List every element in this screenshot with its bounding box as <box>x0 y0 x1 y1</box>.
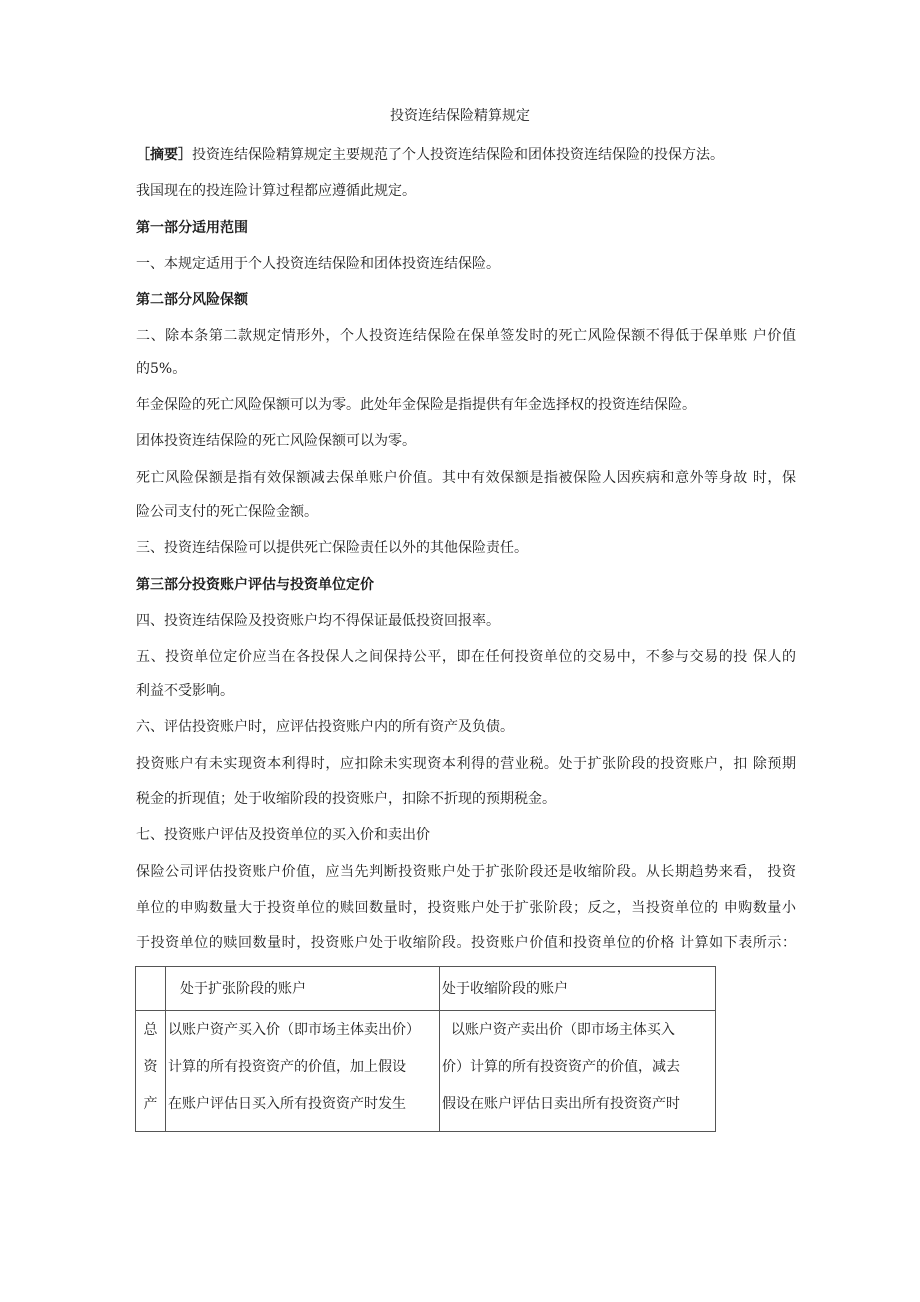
expanding-cell <box>166 1011 440 1132</box>
row-label-char: 总 <box>143 1022 158 1038</box>
group-paragraph: 团体投资连结保险的死亡风险保额可以为零。 <box>136 433 416 449</box>
evaluation-line-3: 于投资单位的赎回数量时，投资账户处于收缩阶段。投资账户价值和投资单位的价格 计算如下表所示： <box>136 935 796 951</box>
valuation-table <box>135 966 716 1132</box>
part1-heading: 第一部分适用范围 <box>136 220 248 236</box>
contracting-cell <box>440 1011 716 1132</box>
row-label-char: 产 <box>143 1096 158 1112</box>
definition-line-1: 死亡风险保额是指有效保额减去保单账户价值。其中有效保额是指被保险人因疾病和意外等身故 时，保 <box>136 470 796 486</box>
definition-line-2: 险公司支付的死亡保险金额。 <box>136 504 318 520</box>
table-row <box>136 1011 716 1132</box>
abstract-line-2: 我国现在的投连险计算过程都应遵循此规定。 <box>136 183 416 199</box>
abstract-paragraph <box>136 145 796 165</box>
row-label-char: 资 <box>143 1059 158 1075</box>
contracting-text-line: 价）计算的所有投资资产的价值，减去 <box>442 1059 680 1075</box>
clause-5-line-1: 五、投资单位定价应当在各投保人之间保持公平，即在任何投资单位的交易中，不参与交易的投 保人的 <box>136 649 796 665</box>
document-title: 投资连结保险精算规定 <box>390 108 530 124</box>
header-contracting-cell <box>440 967 716 1011</box>
expanding-text-line: 计算的所有投资资产的价值，加上假设 <box>168 1059 406 1075</box>
tax-line-1: 投资账户有未实现资本利得时，应扣除未实现资本利得的营业税。处于扩张阶段的投资账户，扣 除预期 <box>136 756 796 772</box>
header-contracting: 处于收缩阶段的账户 <box>442 981 568 997</box>
clause-3: 三、投资连结保险可以提供死亡保险责任以外的其他保险责任。 <box>136 540 528 556</box>
contracting-text-line: 以账户资产卖出价（即市场主体买入 <box>442 1022 675 1038</box>
evaluation-line-2: 单位的申购数量大于投资单位的赎回数量时，投资账户处于扩张阶段；反之，当投资单位的 申购数量小 <box>136 900 796 916</box>
annuity-paragraph: 年金保险的死亡风险保额可以为零。此处年金保险是指提供有年金选择权的投资连结保险。 <box>136 397 696 413</box>
header-expanding: 处于扩张阶段的账户 <box>180 981 306 997</box>
row-label-total-assets <box>136 1011 166 1132</box>
clause-5-line-2: 利益不受影响。 <box>136 683 234 699</box>
table-header-row <box>136 967 716 1011</box>
expanding-text-line: 以账户资产买入价（即市场主体卖出价） <box>168 1022 420 1038</box>
clause-2-line-1: 二、除本条第二款规定情形外，个人投资连结保险在保单签发时的死亡风险保额不得低于保单账 户价值 <box>136 328 796 344</box>
clause-2-line-2: 的5%。 <box>136 361 187 377</box>
clause-7: 七、投资账户评估及投资单位的买入价和卖出价 <box>136 827 430 843</box>
clause-1: 一、本规定适用于个人投资连结保险和团体投资连结保险。 <box>136 256 500 272</box>
evaluation-line-1: 保险公司评估投资账户价值，应当先判断投资账户处于扩张阶段还是收缩阶段。从长期趋势来看， 投资 <box>136 864 796 880</box>
table-corner-cell <box>136 967 166 1011</box>
clause-6: 六、评估投资账户时，应评估投资账户内的所有资产及负债。 <box>136 719 514 735</box>
part3-heading: 第三部分投资账户评估与投资单位定价 <box>136 577 374 593</box>
abstract-label: ［摘要］ <box>136 147 192 163</box>
part2-heading: 第二部分风险保额 <box>136 292 248 308</box>
expanding-text-line: 在账户评估日买入所有投资资产时发生 <box>168 1096 406 1112</box>
contracting-text-line: 假设在账户评估日卖出所有投资资产时 <box>442 1096 680 1112</box>
tax-line-2: 税金的折现值；处于收缩阶段的投资账户，扣除不折现的预期税金。 <box>136 791 556 807</box>
abstract-text: 投资连结保险精算规定主要规范了个人投资连结保险和团体投资连结保险的投保方法。 <box>192 147 724 163</box>
header-expanding-cell <box>166 967 440 1011</box>
clause-4: 四、投资连结保险及投资账户均不得保证最低投资回报率。 <box>136 613 500 629</box>
